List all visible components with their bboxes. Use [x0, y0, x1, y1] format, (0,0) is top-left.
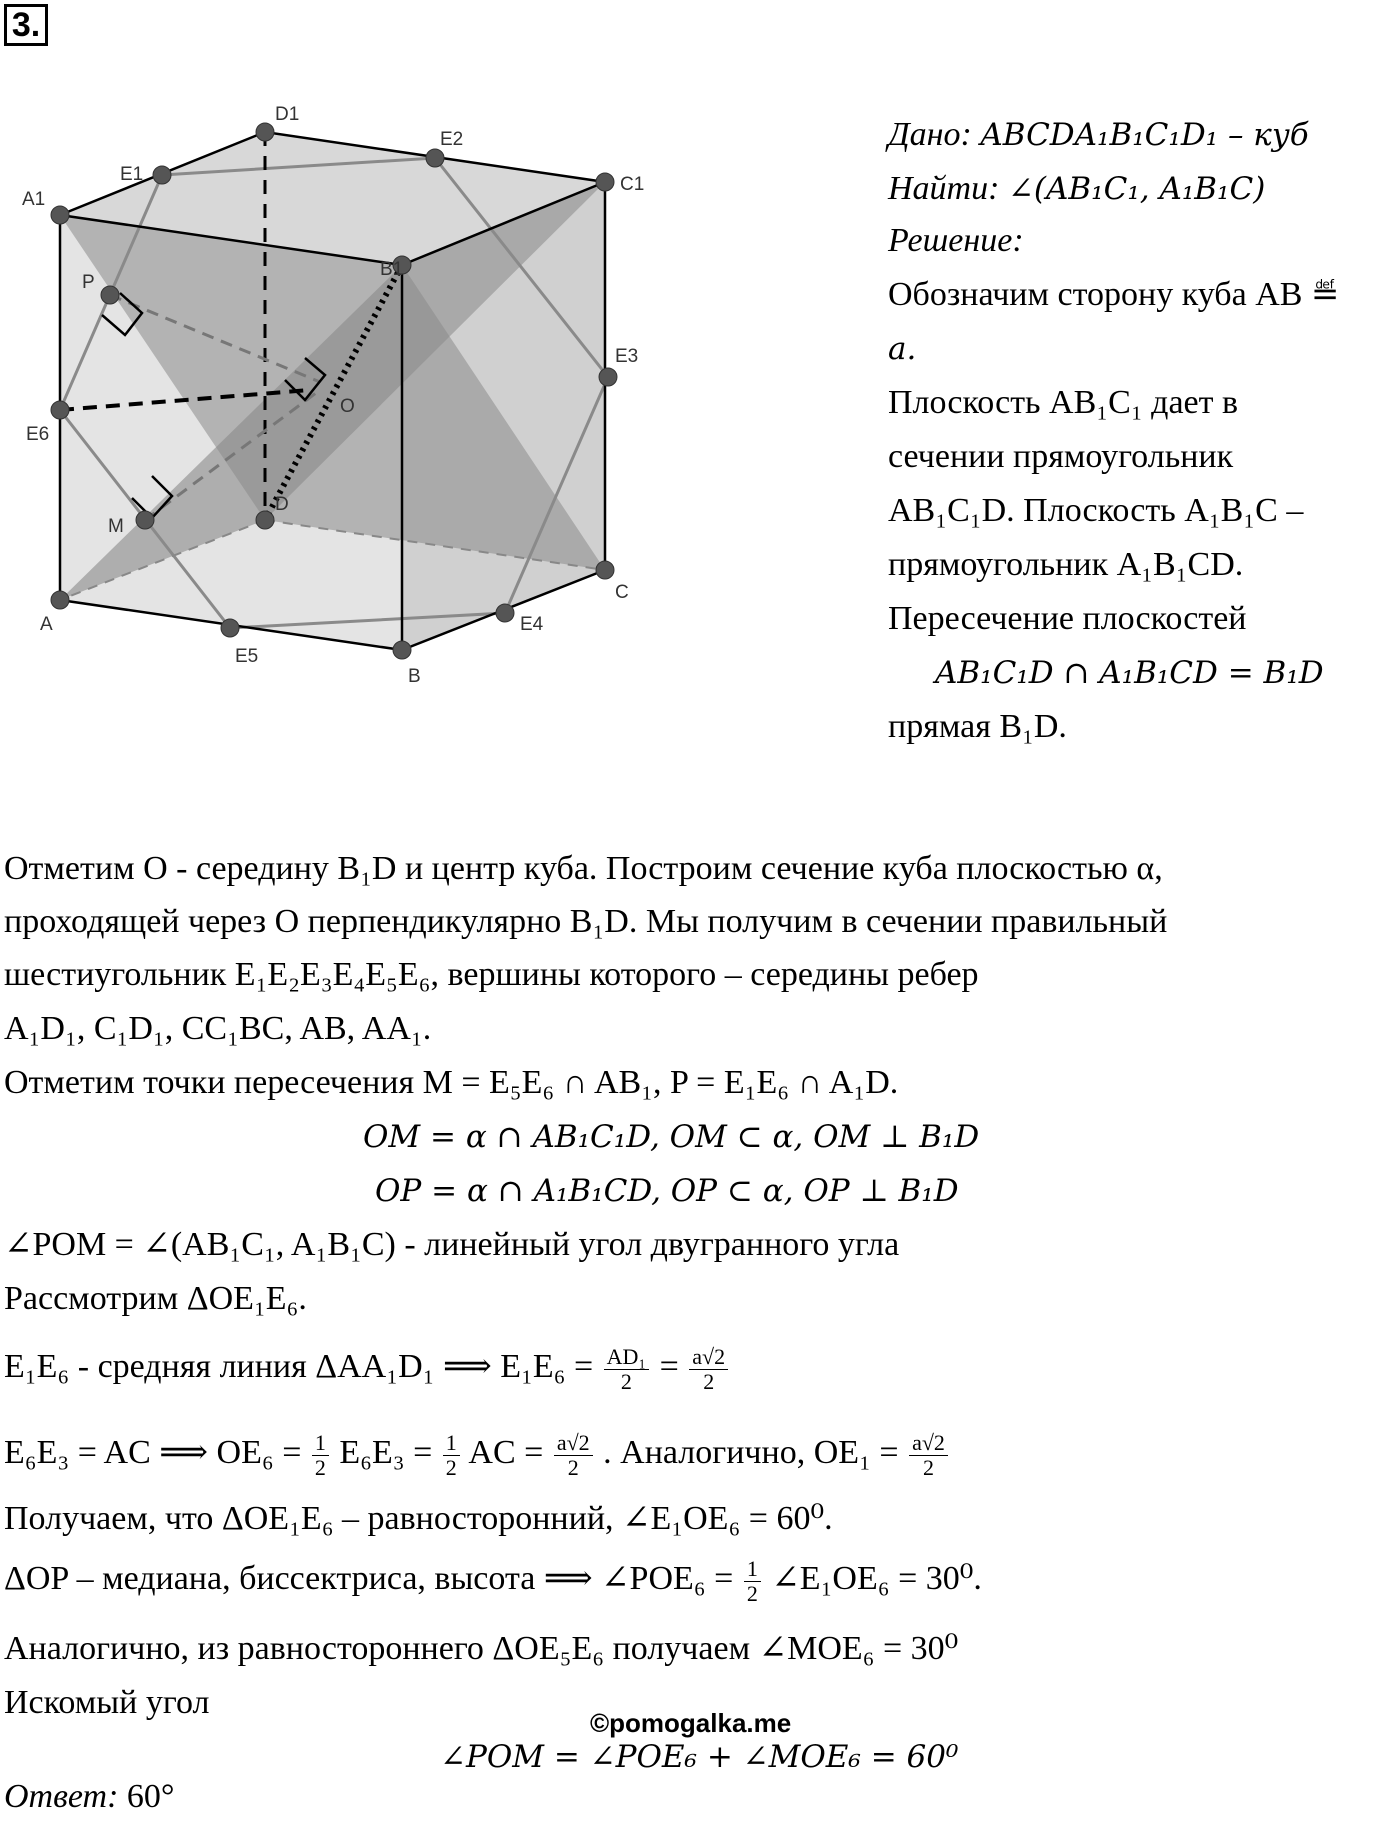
label-c1: C1: [620, 174, 645, 195]
right-line-4: сечении прямоугольник: [888, 438, 1234, 475]
label-b: B: [408, 666, 421, 687]
right-line-3: Плоскость AB₁C₁ дает в: [888, 384, 1239, 421]
watermark: ©pomogalka.me: [590, 1708, 792, 1738]
midline-text: E₁E₆ - средняя линия ΔAA₁D₁ ⟹ E₁E₆ =: [4, 1348, 594, 1385]
right-line-1: Обозначим сторону куба AB ≝: [888, 276, 1340, 313]
cube-figure: [20, 100, 740, 690]
label-d: D: [275, 494, 289, 515]
right-line-2: a.: [888, 331, 917, 367]
solution-label: Решение:: [888, 222, 1024, 259]
fraction-a-root2-2c: $\frac{a√2}{2}$: [909, 1431, 948, 1480]
body-line-15: Искомый угол: [4, 1684, 210, 1721]
body-line-10: E₁E₆ - средняя линия ΔAA₁D₁ ⟹ E₁E₆ = $\frac{\text{AD₁}}{2}$ = $\frac{a√2}{2}$: [4, 1340, 730, 1394]
label-e2: E2: [440, 129, 464, 150]
find-text: ∠(AB₁C₁, A₁B₁C): [1007, 171, 1266, 207]
dano-text: ABCDA₁B₁C₁D₁ – куб: [980, 117, 1309, 153]
body-line-8: ∠POM = ∠(AB₁C₁, A₁B₁C) - линейный угол двугранного угла: [4, 1226, 900, 1263]
right-line-6: прямоугольник A₁B₁CD.: [888, 546, 1244, 583]
body-line-12: Получаем, что ΔOE₁E₆ – равносторонний, ∠E₁OE₆ = 60⁰.: [4, 1500, 833, 1537]
body-line-6: OM = α ∩ AB₁C₁D, OM ⊂ α, OM ⊥ B₁D: [363, 1119, 980, 1155]
body-line-1: Отметим O - середину B₁D и центр куба. Построим сечение куба плоскостью α,: [4, 850, 1163, 887]
answer-line: [4, 1770, 175, 1824]
fraction-half-2: $\frac{1}{2}$: [443, 1431, 460, 1480]
label-e1: E1: [120, 164, 144, 185]
label-e6: E6: [26, 424, 50, 445]
label-c: C: [615, 582, 629, 603]
problem-number: 3.: [4, 4, 48, 46]
body-line-4: A₁D₁, C₁D₁, CC₁BC, AB, AA₁.: [4, 1010, 432, 1047]
find-label: Найти:: [888, 170, 1000, 207]
right-line-9: прямая B₁D.: [888, 708, 1067, 745]
body-line-3: шестиугольник E₁E₂E₃E₄E₅E₆, вершины которого – середины ребер: [4, 956, 979, 993]
body-line-5: Отметим точки пересечения M = E₅E₆ ∩ AB₁, P = E₁E₆ ∩ A₁D.: [4, 1064, 899, 1101]
label-e4: E4: [520, 614, 544, 635]
body-line-16: ∠POM = ∠POE₆ + ∠MOE₆ = 60⁰: [440, 1739, 959, 1775]
label-d1: D1: [275, 104, 300, 125]
fraction-half-3: $\frac{1}{2}$: [744, 1557, 761, 1606]
label-a1: A1: [22, 189, 46, 210]
find-line: [888, 162, 1265, 216]
body-line-11: E₆E₃ = AC ⟹ OE₆ = $\frac{1}{2}$ E₆E₃ = $\frac{1}{2}$ AC = $\frac{a√2}{2}$ . Аналогично, OE₁ = $\frac{a√2}{2}$: [4, 1426, 950, 1480]
label-m: M: [108, 516, 124, 537]
fraction-a-root2-2: $\frac{a√2}{2}$: [689, 1345, 728, 1394]
body-line-7: OP = α ∩ A₁B₁CD, OP ⊂ α, OP ⊥ B₁D: [375, 1173, 959, 1209]
label-a: A: [40, 614, 53, 635]
label-e3: E3: [615, 346, 639, 367]
dano-label: Дано:: [888, 116, 972, 153]
right-line-5: AB₁C₁D. Плоскость A₁B₁C –: [888, 492, 1304, 529]
label-b1: B1: [380, 259, 404, 280]
label-o: O: [340, 396, 355, 417]
given-line: [888, 108, 1309, 162]
label-p: P: [82, 272, 95, 293]
body-line-13: ΔOP – медиана, биссектриса, высота ⟹ ∠POE₆ = $\frac{1}{2}$ ∠E₁OE₆ = 30⁰.: [4, 1555, 982, 1606]
fraction-ad1-2: $\frac{\text{AD₁}}{2}$: [604, 1345, 649, 1394]
fraction-half-1: $\frac{1}{2}$: [312, 1431, 329, 1480]
fraction-a-root2-2b: $\frac{a√2}{2}$: [554, 1431, 593, 1480]
right-line-8: AB₁C₁D ∩ A₁B₁CD = B₁D: [935, 655, 1324, 691]
body-line-14: Аналогично, из равностороннего ΔOE₅E₆ получаем ∠MOE₆ = 30⁰: [4, 1630, 959, 1667]
answer-value: 60°: [126, 1778, 175, 1815]
answer-label: Ответ:: [4, 1778, 119, 1815]
right-line-7: Пересечение плоскостей: [888, 600, 1247, 637]
label-e5: E5: [235, 646, 259, 667]
body-line-2: проходящей через O перпендикулярно B₁D. Мы получим в сечении правильный: [4, 903, 1168, 940]
body-line-9: Рассмотрим ΔOE₁E₆.: [4, 1280, 307, 1317]
